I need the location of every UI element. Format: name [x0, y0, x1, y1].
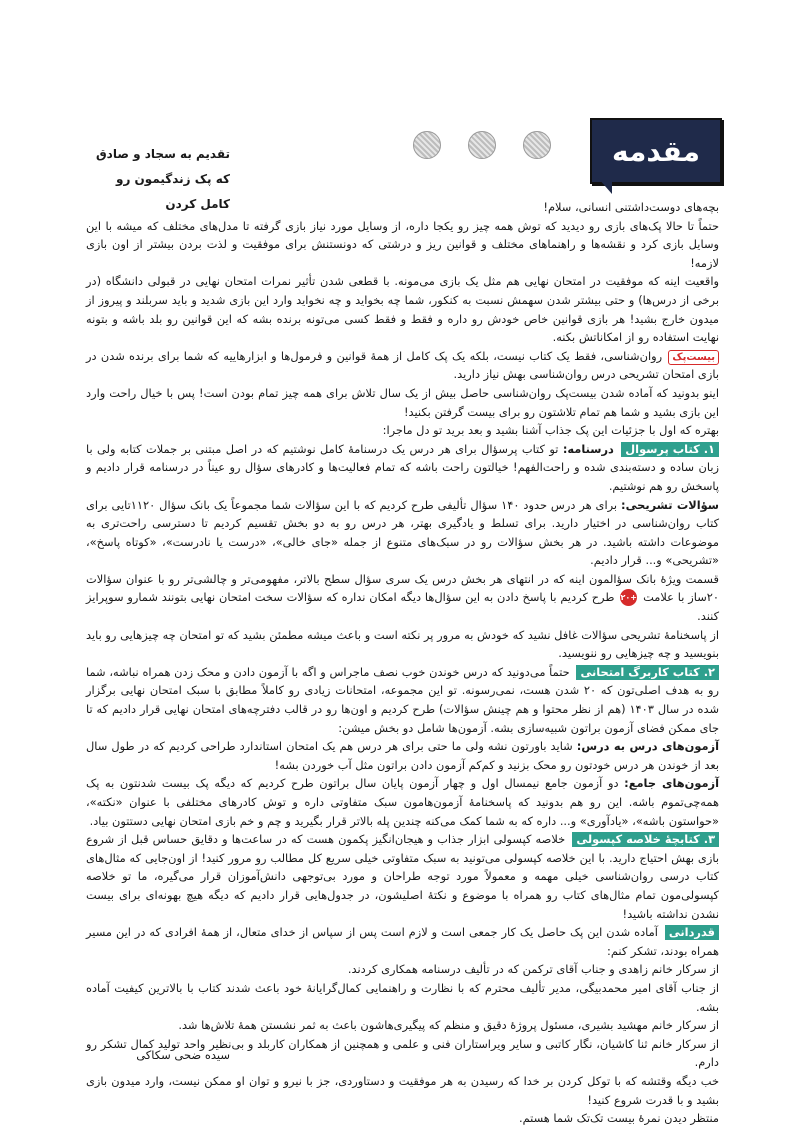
item-label: آزمون‌های جامع: [624, 776, 720, 791]
item-text: برای هر درس حدود ۱۴۰ سؤال تألیفی طرح کردیم که با این سؤالات شما مجموعاً یک بانک سؤال ۱۱۲۰تایی برای کتاب روان‌شناسی در اختیار دارید. برای تسلط و یادگیری بهتر، هر درس رو به دو بخش تقسیم کردیم تا دسترسی راحت‌تری به موضوعات داشته باشید. در هر بخش سؤالات رو در سبک‌های متنوع از جمله «جای خالی»، «درست یا نادرست»، «کوتاه پاسخ»، «تشریحی» و... قرار دادیم. [86, 497, 719, 568]
thanks-line: از سرکار خانم زاهدی و جناب آقای ترکمن که در تألیف درسنامه همکاری کردند. [347, 962, 719, 977]
section-2 [86, 663, 719, 737]
section-heading: ۲. کتاب کاربرگ امتحانی [576, 665, 719, 680]
intro-paragraph: واقعیت اینه که موفقیت در امتحان نهایی هم مثل یک بازی می‌مونه. با قطعی شدن تأثیر نمرات امتحان نهایی در قبولی دانشگاه (در برخی از درس‌ها) و حتی بیشتر شدن سهمش نسبت به کنکور، شما چه بخواید و چه نخواید وارد این بازی شدید و باید سربلند و پیروز از میدون خارج بشید! هر بازی قوانین خاص خودش رو داره و فقط و فقط کسی می‌تونه برنده بشه که این قوانین رو بلد باشه و بتونه نهایت استفاده رو از امکاناتش بکنه. [86, 274, 719, 345]
item-label: سؤالات تشریحی: [621, 497, 719, 512]
item-label: آزمون‌های درس به درس: [576, 739, 720, 754]
bistpak-logo: بیست‌پک [668, 350, 719, 365]
intro-paragraph-text: روان‌شناسی، فقط یک کتاب نیست، بلکه یک پک کامل از همهٔ قوانین و فرمول‌ها و ابزارهاییه که شما برای برنده شدن در بازی امتحان تشریحی درس روان‌شناسی بهش نیاز دارید. [86, 348, 719, 382]
intro-paragraph: بهتره که اول با جزئیات این پک جذاب آشنا بشید و بعد برید تو دل ماجرا: [382, 423, 719, 438]
item-text: طرح کردیم با پاسخ دادن به این سؤال‌ها دیگه امکان نداره که سؤالات سخت امتحان نهایی بتونند شمارو سوپرایز کنند. [86, 590, 719, 624]
greeting: بچه‌های دوست‌داشتنی انسانی، سلام! [543, 200, 719, 214]
intro-paragraph [86, 347, 719, 384]
item-text: حتماً می‌دونید که درس خوندن خوب نصف ماجراس و اگه با آزمون دادن و محک زدن همراه نباشه، شما رو به هدف اصلی‌تون که ۲۰ شدن هست، نمی‌رسونه. تو این مجموعه، امتحانات زیادی رو کاملاً مطابق با سبک امتحان نهایی برگزار شده در سال ۱۴۰۳ (هم از نظر محتوا و هم چینش سؤالات) طرح کردیم و اون‌ها رو در قالب دفترچه‌های امتحان نهایی قرار دادیم که تا جای ممکن فضای آزمون براتون شبیه‌سازی بشه. آزمون‌ها شامل دو بخش میشن: [86, 664, 720, 735]
thanks-line: از جناب آقای امیر محمدبیگی، مدیر تألیف محترم که با نظارت و راهنمایی کمال‌گرایانهٔ خود باعث شدند کتاب با بالاترین کیفیت آماده بشه. [86, 980, 719, 1014]
page-title: مقدمه [590, 118, 722, 184]
item-text: شاید باورتون نشه ولی ما حتی برای هر درس هم یک امتحان استاندارد طراحی کردیم که در طول سال بعد از خوندن هر درس خودتون رو محک بزنید و کم‌کم آزمون دادن براتون مثل آب خوردن بشه! [86, 739, 719, 772]
item-text: آماده شدن این پک حاصل یک کار جمعی است و لازم است پس از سپاس از خدای متعال، از همهٔ افرادی که در این مسیر همراه بودند، تشکر کنم: [86, 925, 719, 958]
item-text: خلاصه کپسولی ابزار جذاب و هیجان‌انگیز پکمون هست که در ساعت‌ها و دقایق حساس قبل از شروع بازی بهش احتیاج دارید. با این خلاصه کپسولی می‌تونید به سبک متفاوتی خیلی سریع کل مطالب رو مرور کنید! از اون‌جایی که مثال‌های کتاب درسی روان‌شناسی خیلی مهمه و معمولاً مورد توجه طراحان و مورد بی‌توجهی دانش‌آموزان قرار می‌گیره، ما تو خلاصه کپسولی‌مون تمام مثال‌های کتاب رو همراه با موضوع و نکتهٔ اصلیشون، در جدول‌هایی قرار دادیم که دیگه هیچ بهونه‌ای برای بیست نشدن نداشته باشید! [86, 832, 719, 921]
item-text: دو آزمون جامع نیمسال اول و چهار آزمون پایان سال براتون طرح کردیم که دیگه پک بیست شدنتون به پک همه‌چی‌تموم باشه. این رو هم بدونید که پاسخنامهٔ آزمون‌هامون سبک متفاوتی داره و توش کادرهای مختلفی با عنوان «نکته»، «حواستون باشه»، «یادآوری» و... داره که به شما کمک می‌کنه چندین پله بالاتر قرار بگیرید و چم و خم بازی امتحان نهایی دستتون بیاد. [86, 776, 719, 828]
intro-paragraph: اینو بدونید که آماده شدن بیست‌پک روان‌شناسی حاصل بیش از یک سال تلاش برای همه چیز تمام بودن است! پس با خیال راحت وارد این بازی بشید و شما هم تمام تلاشتون رو برای بیست گرفتن بکنید! [86, 385, 719, 419]
section-3 [86, 830, 719, 923]
section-heading: ۱. کتاب پرسوال [621, 442, 719, 457]
thanks-line: از سرکار خانم مهشید بشیری، مسئول پروژهٔ دقیق و منظم که پیگیری‌هاشون باعث به ثمر نشستن همهٔ تلاش‌ها شد. [178, 1018, 719, 1033]
title-speech-tail [598, 178, 612, 194]
thanks-section [86, 923, 719, 960]
section-1 [86, 440, 719, 496]
item-text: تو کتاب پرسؤال برای هر درس یک درسنامهٔ کامل نوشتیم که در اصل مبتنی بر جملات کتابه ولی با زبان ساده و دسته‌بندی شده و راحت‌الفهم! خیالتون راحت باشه که تمام فعالیت‌ها و کادرهای سؤال رو عیناً در درسنامه قرار دادیم و پاسخش رو هم نوشتیم. [86, 441, 719, 493]
dedication-line: که پک زندگیمون رو کامل کردن [116, 172, 230, 211]
plus-twenty-badge: +۲۰ [620, 589, 637, 606]
intro-paragraph: حتماً تا حالا پک‌های بازی رو دیدید که توش همه چیز رو یکجا داره، از وسایل مورد نیاز بازی گرفته تا مدل‌های مختلف که میشه با این وسایل بازی کرد و نقشه‌ها و راهنماهای مختلف و قوانین ریز و درشتی که دونستنش برای موفقیت و لذت بردن بیشتر از اون بازی لازمه! [86, 218, 719, 270]
thanks-line: منتظر دیدن نمرهٔ بیست تک‌تک شما هستم. [518, 1111, 719, 1126]
thanks-line: خب دیگه وقتشه که با توکل کردن بر خدا که رسیدن به هر موفقیت و دستاوردی، جز با نیرو و توان او ممکن نیست، وارد میدون بازی بشید و با قدرت شروع کنید! [86, 1073, 719, 1107]
decorative-dot [413, 131, 441, 159]
section-heading: ۳. کتابچهٔ خلاصه کپسولی [572, 832, 719, 847]
intro-body [86, 198, 719, 1128]
decorative-dot [468, 131, 496, 159]
decorative-dot [523, 131, 551, 159]
section-1-answers: از پاسخنامهٔ تشریحی سؤالات غافل نشید که خودش به مرور پر نکته است و باعث میشه مطمئن بشید که تو امتحان چه چیزهایی رو باید بنویسید و چه چیزهایی رو ننویسید. [86, 627, 719, 661]
item-text: قسمت ویژهٔ بانک سؤالمون اینه که در انتهای هر بخش درس یک سری سؤال سطح بالاتر، مفهومی‌تر و چالشی‌تر رو با عنوان سؤالات ۲۰ساز با علامت [86, 571, 719, 605]
section-1-questions [86, 496, 719, 570]
item-label: درسنامه: [562, 441, 614, 456]
thanks-line: از سرکار خانم ثنا کاشیان، نگار کاتبی و سایر ویراستاران فنی و علمی و همچنین از همکاران کاربلد و بی‌نظیر واحد تولید کمال تشکر رو دارم. [86, 1036, 719, 1070]
section-heading: قدردانی [665, 925, 719, 940]
section-2-lesson-tests [86, 737, 719, 774]
section-2-comprehensive-tests [86, 774, 719, 830]
decorative-dots [413, 131, 551, 159]
section-1-special [86, 570, 719, 626]
author-signature: سیده ضحی سکاکی [136, 1048, 230, 1062]
dedication-line: تقدیم به سجاد و صادق [95, 147, 230, 161]
